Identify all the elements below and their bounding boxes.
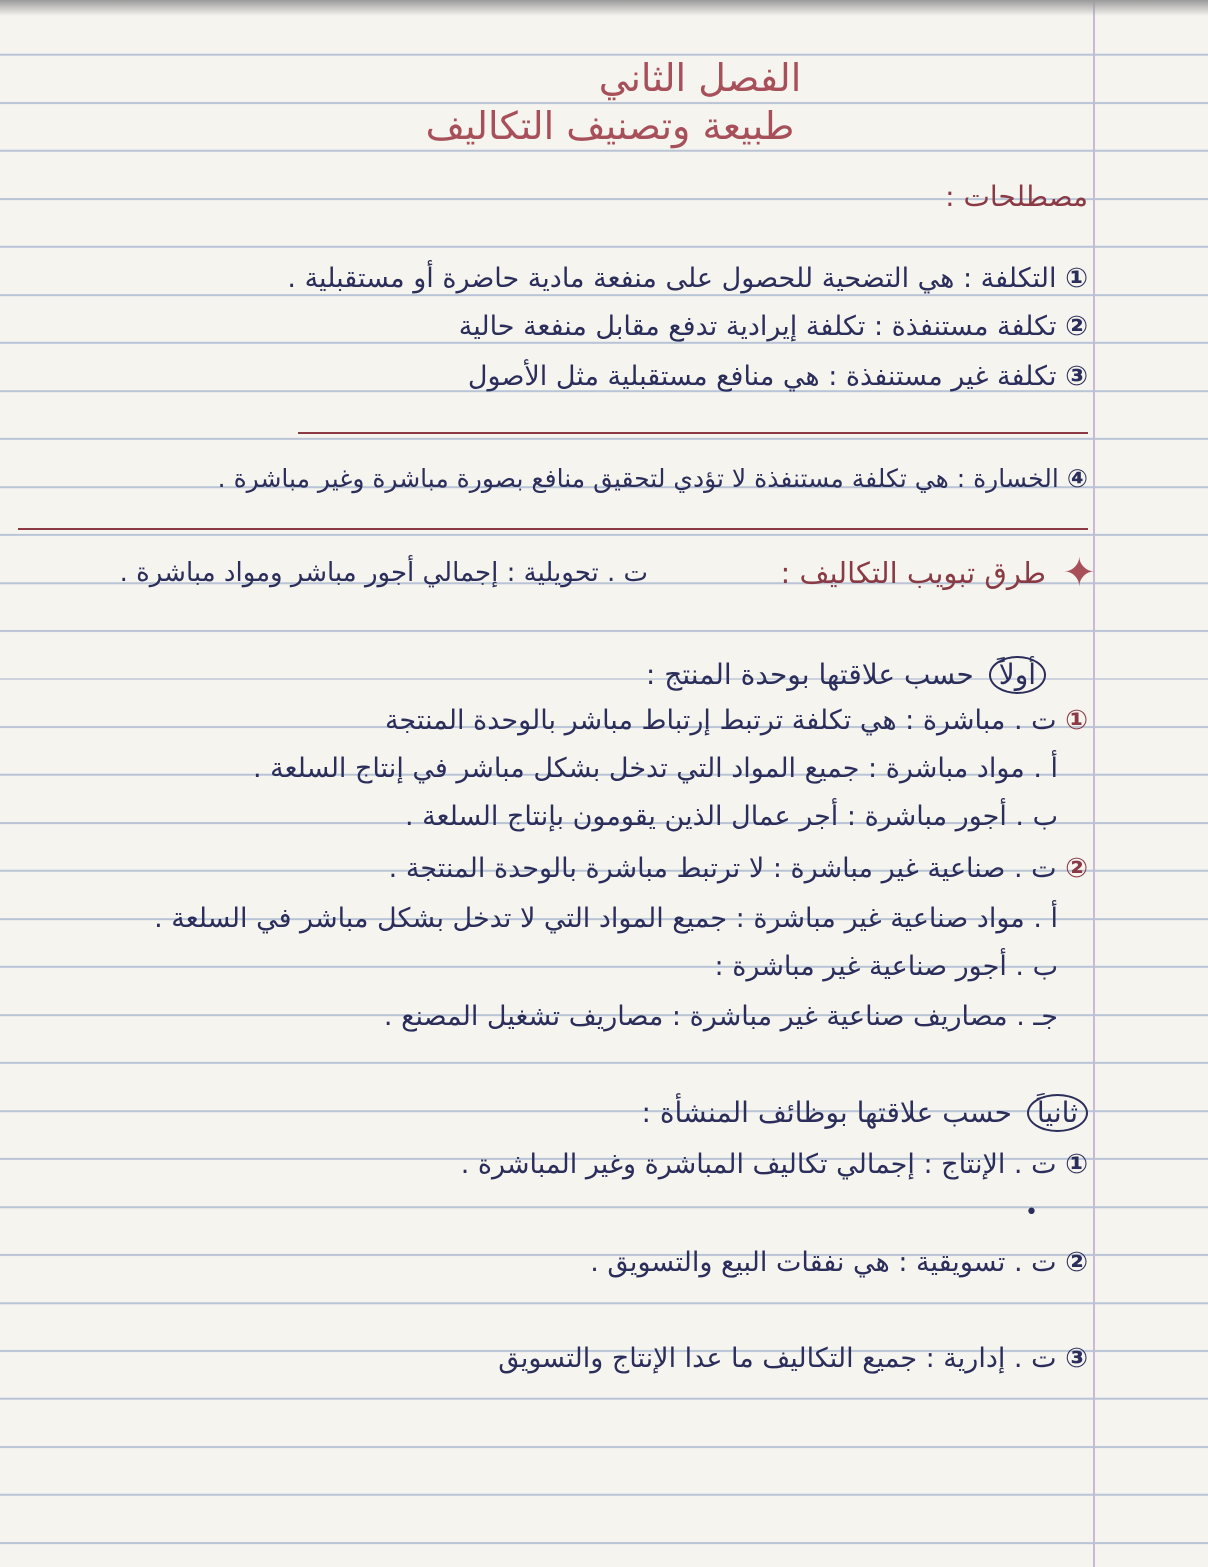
definition-number: ① bbox=[1065, 263, 1088, 294]
chapter-subtitle: طبيعة وتصنيف التكاليف bbox=[425, 104, 795, 148]
list-item bbox=[405, 800, 1058, 834]
definition-item bbox=[459, 310, 1088, 344]
section-heading-text: حسب علاقتها بوظائف المنشأة : bbox=[641, 1096, 1012, 1129]
divider-rule bbox=[298, 432, 1088, 434]
star-icon: ✦ bbox=[1062, 550, 1096, 596]
section-heading bbox=[642, 1094, 1089, 1132]
list-item bbox=[461, 1148, 1088, 1182]
item-number: ① bbox=[1065, 1149, 1088, 1180]
item-text: ب . أجور مباشرة : أجر عمال الذين يقومون بإنتاج السلعة . bbox=[404, 801, 1058, 832]
item-text: ت . مباشرة : هي تكلفة ترتبط إرتباط مباشر بالوحدة المنتجة bbox=[384, 705, 1057, 736]
list-item bbox=[498, 1342, 1088, 1376]
definition-item bbox=[218, 462, 1088, 496]
definition-item bbox=[287, 262, 1088, 296]
definition-text: تكلفة غير مستنفذة : هي منافع مستقبلية مثل الأصول bbox=[467, 361, 1057, 392]
section-heading-text: حسب علاقتها بوحدة المنتج : bbox=[645, 658, 974, 691]
item-text: جـ . مصاريف صناعية غير مباشرة : مصاريف تشغيل المصنع . bbox=[383, 1001, 1058, 1032]
divider-rule bbox=[18, 528, 1088, 530]
margin-line bbox=[1093, 0, 1095, 1567]
section-label: ثانياً bbox=[1027, 1094, 1088, 1132]
terms-heading: مصطلحات : bbox=[945, 180, 1088, 213]
item-text: ب . أجور صناعية غير مباشرة : bbox=[714, 951, 1058, 982]
page-edge-shadow bbox=[0, 0, 1208, 16]
definition-item bbox=[468, 360, 1088, 394]
definition-text: الخسارة : هي تكلفة مستنفذة لا تؤدي لتحقيق منافع بصورة مباشرة وغير مباشرة . bbox=[217, 464, 1059, 493]
definition-number: ② bbox=[1065, 311, 1088, 342]
list-item bbox=[253, 752, 1058, 786]
item-text: ت . صناعية غير مباشرة : لا ترتبط مباشرة بالوحدة المنتجة . bbox=[388, 853, 1057, 884]
item-number: ② bbox=[1065, 853, 1088, 884]
chapter-title: الفصل الثاني bbox=[598, 56, 802, 100]
item-text: أ . مواد مباشرة : جميع المواد التي تدخل بشكل مباشر في إنتاج السلعة . bbox=[253, 753, 1058, 784]
item-text: ت . الإنتاج : إجمالي تكاليف المباشرة وغير المباشرة . bbox=[460, 1149, 1057, 1180]
list-item bbox=[385, 704, 1088, 738]
list-item bbox=[590, 1246, 1088, 1280]
definition-text: تكلفة مستنفذة : تكلفة إيرادية تدفع مقابل منفعة حالية bbox=[458, 311, 1057, 342]
definition-number: ④ bbox=[1066, 464, 1088, 493]
list-item bbox=[154, 902, 1058, 936]
item-text: أ . مواد صناعية غير مباشرة : جميع المواد التي لا تدخل بشكل مباشر في السلعة . bbox=[154, 903, 1058, 934]
methods-heading: طرق تبويب التكاليف : bbox=[780, 556, 1046, 590]
methods-note: ت . تحويلية : إجمالي أجور مباشر ومواد مباشرة . bbox=[119, 558, 648, 588]
item-number: ③ bbox=[1065, 1343, 1088, 1374]
item-text: ت . تسويقية : هي نفقات البيع والتسويق . bbox=[590, 1247, 1057, 1278]
item-text: ت . إدارية : جميع التكاليف ما عدا الإنتاج والتسويق bbox=[498, 1343, 1057, 1374]
list-item bbox=[715, 950, 1058, 984]
definition-number: ③ bbox=[1065, 361, 1088, 392]
item-number: ① bbox=[1065, 705, 1088, 736]
definition-text: التكلفة : هي التضحية للحصول على منفعة مادية حاضرة أو مستقبلية . bbox=[287, 263, 1057, 294]
ink-dot: • bbox=[1025, 1200, 1038, 1225]
item-number: ② bbox=[1065, 1247, 1088, 1278]
list-item bbox=[384, 1000, 1058, 1034]
section-heading bbox=[646, 656, 1046, 694]
list-item bbox=[389, 852, 1088, 886]
section-label: أولاً bbox=[989, 656, 1046, 694]
